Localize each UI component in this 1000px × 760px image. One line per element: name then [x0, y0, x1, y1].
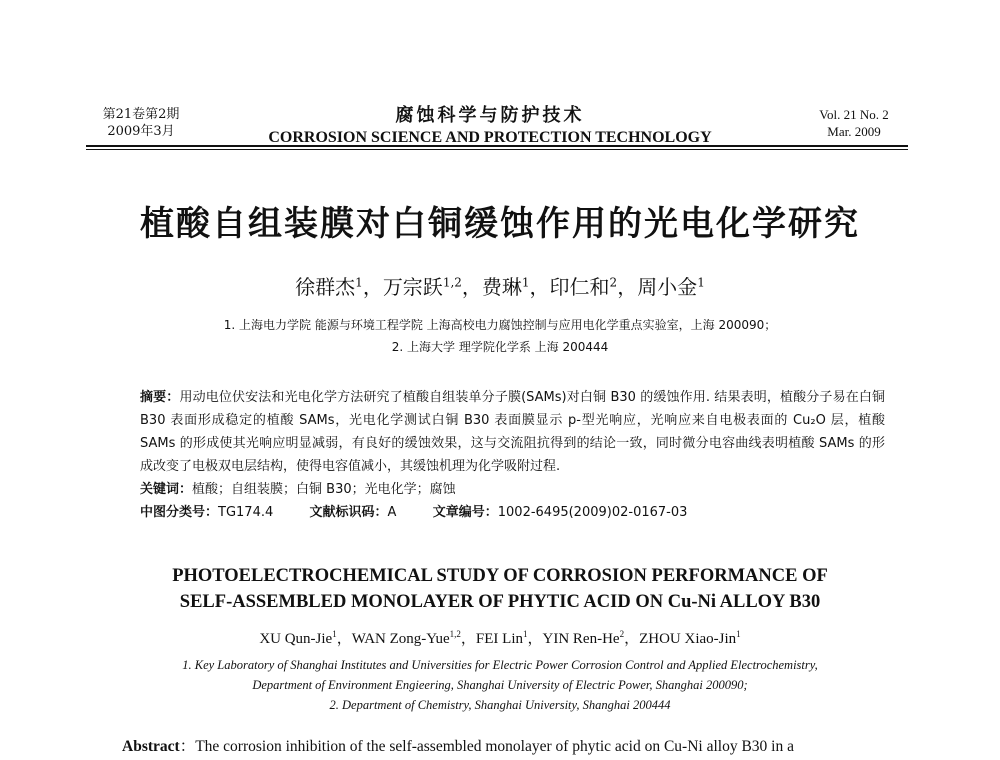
classification-line	[140, 501, 885, 524]
issue-info	[86, 106, 196, 140]
journal-title-cn: 腐蚀科学与防护技术	[395, 105, 585, 126]
author-cn: 印仁和$^2$，	[549, 275, 638, 299]
abstract-en-label: Abstract	[122, 738, 180, 755]
journal-title-en: CORROSION SCIENCE AND PROTECTION TECHNOLOGY	[268, 129, 712, 146]
volume-number: Vol. 21 No. 2	[819, 107, 889, 122]
title-en-line-1: PHOTOELECTROCHEMICAL STUDY OF CORROSION PERFORMANCE OF	[172, 566, 828, 586]
author-cn: 万宗跃$^{1,2}$，	[382, 275, 482, 299]
volume-date: Mar. 2009	[827, 124, 881, 139]
keywords-cn	[140, 478, 885, 501]
issue-date: 2009年3月	[107, 124, 175, 139]
paper-title-en	[80, 563, 920, 615]
author-en: WAN Zong-Yue$^{1,2}$，	[351, 629, 476, 647]
author-en: ZHOU Xiao-Jin$^1$	[639, 629, 741, 647]
doc-code-label: 文献标识码：	[309, 505, 388, 520]
paper-title-cn: 植酸自组装膜对白铜缓蚀作用的光电化学研究	[140, 204, 860, 244]
author-cn: 周小金$^1$	[637, 275, 705, 299]
affiliation-en-2: Department of Environment Engieering, Shanghai University of Electric Power, Shanghai 200090;	[252, 678, 748, 692]
clc-value: TG174.4	[218, 505, 274, 520]
abstract-cn-text: 用动电位伏安法和光电化学方法研究了植酸自组装单分子膜(SAMs)对白铜 B30 的缓蚀作用. 结果表明，植酸分子易在白铜 B30 表面形成稳定的植酸 SAMs，光电化学测试白铜 B30 表面膜显示 p-型光响应，光响应来自电极表面的 Cu₂O 层，植酸 SAMs 的形成使其光响应明显减弱，有良好的缓蚀效果，这与交流阻抗得到的结论一致，同时微分电容曲线表明植酸 SAMs 的形成改变了电极双电层结构，使得电容值减小，其缓蚀机理为化学吸附过程.	[140, 390, 885, 474]
abstract-cn	[140, 386, 885, 478]
author-cn: 费琳$^1$，	[481, 275, 550, 299]
header-rule-thick	[86, 145, 908, 147]
author-en: YIN Ren-He$^2$，	[542, 629, 640, 647]
affiliation-en-3: 2. Department of Chemistry, Shanghai University, Shanghai 200444	[329, 698, 671, 712]
journal-title-block	[230, 101, 750, 147]
affiliation-cn-2: 2. 上海大学 理学院化学系 上海 200444	[391, 340, 609, 354]
keywords-cn-text: 植酸；自组装膜；白铜 B30；光电化学；腐蚀	[192, 482, 456, 497]
abstract-en-sep: ：	[179, 738, 196, 755]
abstract-cn-block	[140, 386, 885, 524]
clc-label: 中图分类号：	[140, 505, 219, 520]
author-list-cn	[60, 271, 940, 300]
abstract-en	[122, 734, 892, 756]
issue-volume: 第21卷第2期	[102, 107, 180, 122]
abstract-en-text: The corrosion inhibition of the self-assembled monolayer of phytic acid on Cu-Ni alloy B30 in a	[195, 738, 794, 755]
author-en: FEI Lin$^1$，	[475, 629, 543, 647]
author-cn: 徐群杰$^1$，	[295, 275, 383, 299]
affiliation-en-1: 1. Key Laboratory of Shanghai Institutes and Universities for Electric Power Corrosion Control and Applied Electrochemistry,	[182, 658, 818, 672]
author-en: XU Qun-Jie$^1$，	[259, 629, 352, 647]
header-rule-thin	[86, 149, 908, 150]
abstract-cn-label: 摘要：	[140, 390, 180, 405]
doc-code-value: A	[387, 505, 397, 520]
title-en-line-2: SELF-ASSEMBLED MONOLAYER OF PHYTIC ACID ON Cu-Ni ALLOY B30	[179, 592, 821, 612]
volume-info	[804, 106, 904, 140]
article-no-label: 文章编号：	[432, 505, 498, 520]
article-no-value: 1002-6495(2009)02-0167-03	[497, 505, 688, 520]
keywords-cn-label: 关键词：	[140, 482, 193, 497]
affiliation-cn-1: 1. 上海电力学院 能源与环境工程学院 上海高校电力腐蚀控制与应用电化学重点实验室，上海 200090；	[223, 318, 777, 332]
author-list-en	[60, 627, 940, 648]
